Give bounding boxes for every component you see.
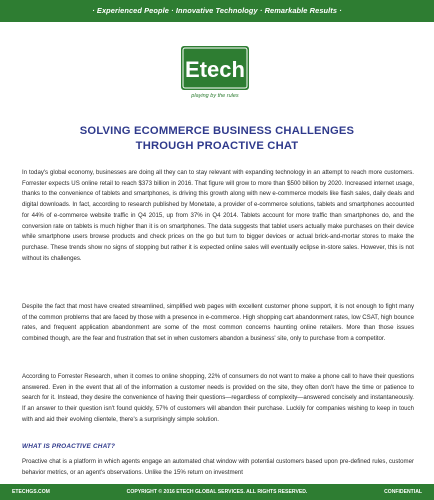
document-title [20, 124, 414, 154]
header-tagline: · Experienced People · Innovative Technology · Remarkable Results · [92, 6, 342, 15]
etech-logo-graphic [179, 44, 251, 100]
footer-copyright: COPYRIGHT © 2016 ETECH GLOBAL SERVICES. ALL RIGHTS RESERVED. [126, 489, 308, 495]
etech-logo [179, 44, 251, 100]
footer-confidential: CONFIDENTIAL [384, 489, 422, 495]
title-line-1: SOLVING ECOMMERCE BUSINESS CHALLENGES [79, 125, 355, 137]
document-body [22, 168, 414, 479]
title-line-2: THROUGH PROACTIVE CHAT [135, 140, 299, 152]
footer-website: ETECHGS.COM [12, 489, 50, 495]
section-heading: WHAT IS PROACTIVE CHAT? [22, 443, 116, 450]
header-banner [0, 0, 434, 22]
footer-banner [0, 484, 434, 500]
paragraph-proactive-chat: Proactive chat is a platform in which agents engage an automated chat window with potential customers based upon pre-defined rules, customer behavior metrics, or an agent's observations. Unlike the 15% return on investment [22, 458, 414, 476]
logo-wordmark: Etech [185, 57, 245, 82]
paragraph-challenges: Despite the fact that most have created streamlined, simplified web pages with excellent customer phone support, it is not enough to fight many of the common problems that are faced by those with a presence in e-commerce. High shopping cart abandonment rates, low CSAT, high bounce rates, and frequent application abandonment are some of the most common concerns haunting online retailers. More than those issues combined though, are the fear and frustration that set in when customers abandon a business' site, only to purchase from a competitor. [22, 303, 414, 343]
paragraph-intro: In today's global economy, businesses are doing all they can to stay relevant with expanding technology in an attempt to reach more customers. Forrester expects US online retail to reach $373 billion in 2016. That figure will grow to more than $500 billion by 2020. Increased internet usage, thanks to the convenience of tablets and smartphones, is driving this growth along with new e-commerce models like flash sales, daily deals and digital downloads. In fact, according to research published by Monetate, a provider of e-commerce solutions, tablets and smartphones accounted for 44% of e-commerce website traffic in Q4 2015, up from 37% in Q4 2014. Tablets account for more traffic than smartphones do, and the conversion rate on tablets is much higher than it is on smartphones. The data suggests that tablet users actually make purchases on their device while smartphone users browse products and check prices on the go but turn to bigger devices or actual brick-and-mortar stores to make the purchase. These trends show no signs of stopping but rather it is expected online sales will eventually eclipse in-store sales. However, this is not without its challenges. [22, 169, 414, 262]
paragraph-research: According to Forrester Research, when it comes to online shopping, 22% of consumers do not want to make a phone call to have their questions answered. Even in the event that all of the information a customer needs is provided on the site, they often don't have the time or patience to search for it. Instead, they desire the convenience of having their questions—regardless of complexity—answered concisely and instantaneously. If an answer to their question isn't found quickly, 57% of customers will abandon their purchase. Luckily for companies wishing to keep in touch with and aid their evolving clientele, there's a surprisingly simple solution. [22, 373, 414, 423]
logo-slogan: playing by the rules [191, 93, 239, 99]
